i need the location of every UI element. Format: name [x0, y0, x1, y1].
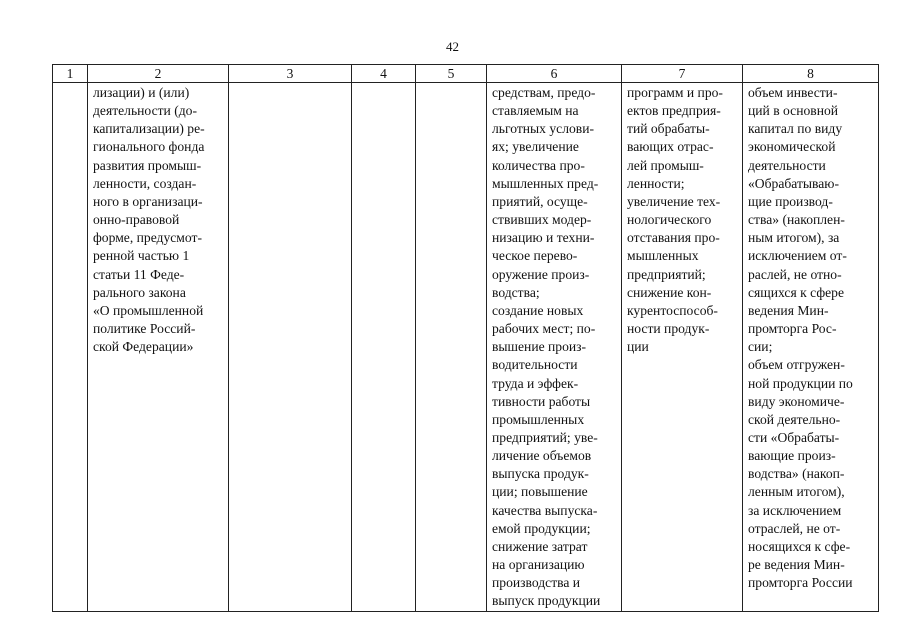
table-row — [53, 83, 879, 612]
cell-text-col6: средствам, предо- ставляемым на льготных услови- ях; увеличение количества про- мышленных пред- приятий, осуще- ствивших модер- низацию и техни- ческое перево- оружение произ- водства; создание новых рабочих мест; по- вышение произ- водительности труда и эффек- тивности работы промышленных предприятий; уве- личение объемов выпуска продук- ции; повышение качества выпуска- емой продукции; снижение затрат на организацию производства и выпуск продукции — [492, 85, 601, 609]
table-cell-col1 — [53, 83, 88, 612]
cell-text-col3 — [229, 83, 351, 84]
cell-text-col2: лизации) и (или) деятельности (до- капитализации) ре- гионального фонда развития промыш- ленности, создан- ного в организаци- онно-правовой форме, предусмот- ренной частью 1 статьи 11 Феде- рального закона «О промышленной политике Россий- ской Федерации» — [93, 85, 205, 355]
cell-text-col4 — [352, 83, 415, 84]
table-cell-col5 — [416, 83, 487, 612]
cell-text-col8: объем инвести- ций в основной капитал по виду экономической деятельности «Обрабатываю- щие производ- ства» (накоплен- ным итогом), за исключением от- раслей, не отно- сящихся к сфере ведения Мин- промторга Рос- сии; объем отгружен- ной продукции по виду экономиче- ской деятельно- сти «Обрабаты- вающие произ- водства» (накоп- ленным итогом), за исключением отраслей, не от- носящихся к сфе- ре ведения Мин- промторга России — [748, 85, 853, 591]
column-header-5: 5 — [416, 65, 487, 83]
column-header-7: 7 — [622, 65, 743, 83]
column-header-2: 2 — [88, 65, 229, 83]
table-cell-col8 — [743, 83, 879, 612]
cell-text-col5 — [416, 83, 486, 84]
column-header-4: 4 — [352, 65, 416, 83]
column-header-1: 1 — [53, 65, 88, 83]
table-cell-col2 — [88, 83, 229, 612]
column-header-6: 6 — [487, 65, 622, 83]
column-header-8: 8 — [743, 65, 879, 83]
page-number: 42 — [446, 39, 459, 54]
table-cell-col6 — [487, 83, 622, 612]
table-cell-col3 — [229, 83, 352, 612]
column-header-3: 3 — [229, 65, 352, 83]
table-cell-col4 — [352, 83, 416, 612]
cell-text-col7: программ и про- ектов предприя- тий обрабаты- вающих отрас- лей промыш- ленности; увеличение тех- нологического отставания про- мышленных предприятий; снижение кон- курентоспособ- ности продук- ции — [627, 85, 723, 355]
document-table — [52, 64, 879, 612]
cell-text-col1 — [53, 83, 87, 84]
header-row — [53, 65, 879, 83]
table-cell-col7 — [622, 83, 743, 612]
